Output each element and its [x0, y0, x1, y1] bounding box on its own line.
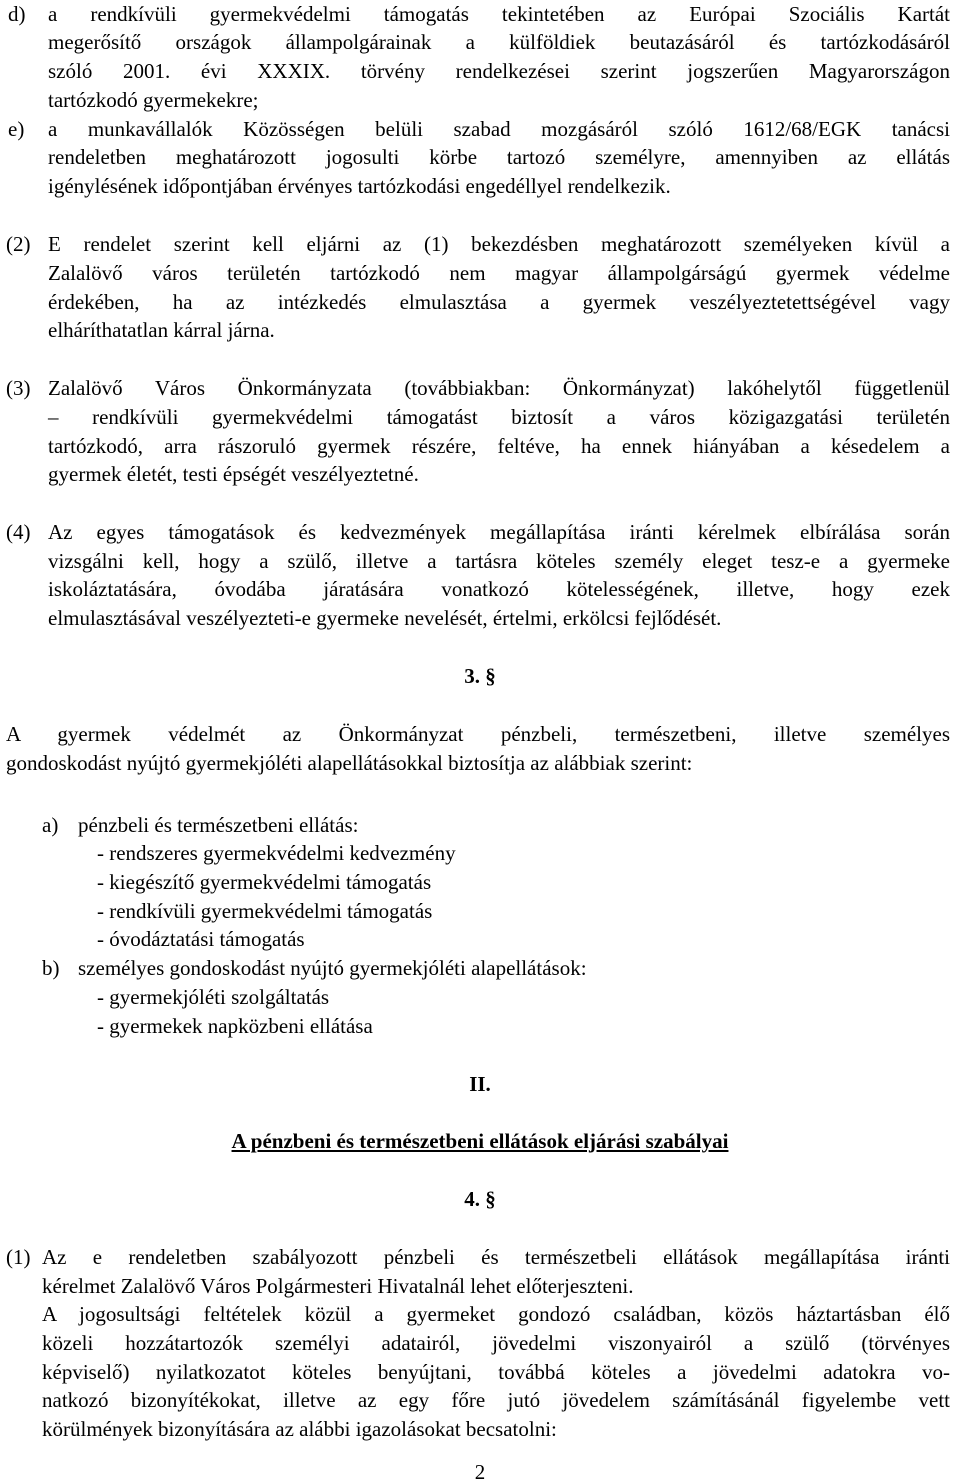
list-a-item-4: - óvodáztatási támogatás	[97, 927, 305, 951]
section-3-heading: 3. §	[464, 664, 496, 688]
section-4-heading: 4. §	[464, 1187, 496, 1211]
list-b-item-2: - gyermekek napközbeni ellátása	[97, 1014, 373, 1038]
item-d-line-3: szóló 2001. évi XXXIX. törvény rendelkezései szerint jogszerűen Magyarországon	[48, 59, 950, 83]
chapter-number: II.	[469, 1072, 491, 1096]
list-a-item-2: - kiegészítő gyermekvédelmi támogatás	[97, 870, 432, 894]
item-d-line-2: megerősítő országok állampolgárainak a külföldiek beutazásáról és tartózkodásáról	[48, 30, 950, 54]
section-4-para-1-line-2: kérelmet Zalalövő Város Polgármesteri Hivatalnál lehet előterjeszteni.	[42, 1274, 634, 1298]
list-a-title: pénzbeli és természetbeni ellátás:	[78, 813, 359, 837]
list-b-label: b)	[42, 956, 60, 980]
para-2-line-1: E rendelet szerint kell eljárni az (1) bekezdésben meghatározott személyeken kívül a	[48, 232, 950, 256]
section-4-para-1-line-4: közeli hozzátartozók személyi adatairól, jövedelmi viszonyairól a szülő (törvényes	[42, 1331, 950, 1355]
para-3-line-2: – rendkívüli gyermekvédelmi támogatást biztosít a város közigazgatási területén	[48, 405, 950, 429]
para-2-line-2: Zalalövő város területén tartózkodó nem magyar állampolgárságú gyermek védelme	[48, 261, 950, 285]
section-4-para-1-line-6: natkozó bizonyítékokat, illetve az egy főre jutó jövedelem számításánál figyelembe vett	[42, 1388, 950, 1412]
para-3-line-1: Zalalövő Város Önkormányzata (továbbiakban: Önkormányzat) lakóhelytől függetlenül	[48, 376, 950, 400]
section-4-para-1-line-7: körülmények bizonyítására az alábbi igazolásokat becsatolni:	[42, 1417, 557, 1441]
para-4-line-2: vizsgálni kell, hogy a szülő, illetve a tartásra köteles személy eleget tesz-e a gyermeke	[48, 549, 950, 573]
chapter-title: A pénzbeni és természetbeni ellátások eljárási szabályai	[231, 1129, 729, 1153]
item-e-line-2: rendeletben meghatározott jogosulti körbe tartozó személyre, amennyiben az ellátás	[48, 145, 950, 169]
para-3-line-3: tartózkodó, arra rászoruló gyermek részére, feltéve, ha ennek hiányában a késedelem a	[48, 434, 950, 458]
para-4-line-4: elmulasztásával veszélyezteti-e gyermeke nevelését, értelmi, erkölcsi fejlődését.	[48, 606, 722, 630]
list-b-title: személyes gondoskodást nyújtó gyermekjóléti alapellátások:	[78, 956, 587, 980]
list-a-item-3: - rendkívüli gyermekvédelmi támogatás	[97, 899, 433, 923]
section-4-para-1-label: (1)	[6, 1245, 31, 1269]
item-e-label: e)	[8, 117, 25, 141]
para-3-label: (3)	[6, 376, 31, 400]
para-2-line-3: érdekében, ha az intézkedés elmulasztása a gyermek veszélyeztetettségével vagy	[48, 290, 950, 314]
para-4-line-1: Az egyes támogatások és kedvezmények megállapítása iránti kérelmek elbírálása során	[48, 520, 950, 544]
section-4-para-1-line-5: képviselő) nyilatkozatot köteles benyújtani, továbbá köteles a jövedelmi adatokra vo-	[42, 1360, 950, 1384]
para-4-label: (4)	[6, 520, 31, 544]
section-3-intro-line-2: gondoskodást nyújtó gyermekjóléti alapellátásokkal biztosítja az alábbiak szerint:	[6, 751, 693, 775]
para-2-label: (2)	[6, 232, 31, 256]
page-number: 2	[474, 1460, 486, 1484]
item-d-line-1: a rendkívüli gyermekvédelmi támogatás tekintetében az Európai Szociális Kartát	[48, 2, 950, 26]
list-a-item-1: - rendszeres gyermekvédelmi kedvezmény	[97, 841, 456, 865]
list-b-item-1: - gyermekjóléti szolgáltatás	[97, 985, 330, 1009]
section-4-para-1-line-1: Az e rendeletben szabályozott pénzbeli és természetbeli ellátások megállapítása iránti	[42, 1245, 950, 1269]
list-a-label: a)	[42, 813, 59, 837]
para-4-line-3: iskoláztatására, óvodába járatására vonatkozó kötelességének, illetve, hogy ezek	[48, 577, 950, 601]
para-3-line-4: gyermek életét, testi épségét veszélyeztetné.	[48, 462, 419, 486]
item-d-line-4: tartózkodó gyermekekre;	[48, 88, 259, 112]
item-e-line-3: igénylésének időpontjában érvényes tartózkodási engedéllyel rendelkezik.	[48, 174, 671, 198]
item-d-label: d)	[8, 2, 26, 26]
section-3-intro-line-1: A gyermek védelmét az Önkormányzat pénzbeli, természetbeni, illetve személyes	[6, 722, 950, 746]
section-4-para-1-line-3: A jogosultsági feltételek közül a gyermeket gondozó családban, közös háztartásban élő	[42, 1302, 950, 1326]
para-2-line-4: elháríthatatlan kárral járna.	[48, 318, 275, 342]
item-e-line-1: a munkavállalók Közösségen belüli szabad mozgásáról szóló 1612/68/EGK tanácsi	[48, 117, 950, 141]
